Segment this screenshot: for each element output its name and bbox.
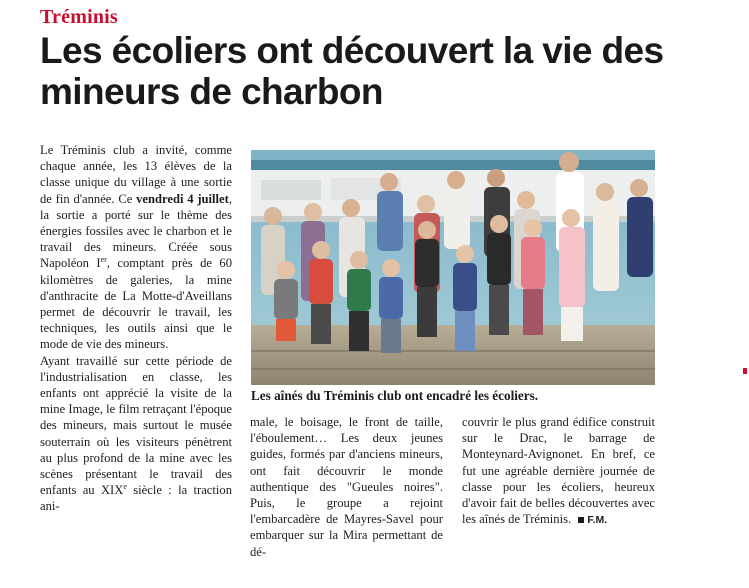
superscript-e: e (123, 482, 127, 492)
paragraph-1-end: , comptant près de 60 kilomètres de galeries, la mine d'anthracite de La Motte-d'Aveillans permet de découvrir le travail, les techniques, les outils ainsi que le mode de vie des mineurs. (40, 256, 232, 352)
article-column-1 (40, 142, 232, 515)
section-kicker: Tréminis (40, 6, 118, 28)
edge-color-mark (743, 368, 747, 374)
photo-caption: Les aînés du Tréminis club ont encadré les écoliers. (251, 388, 539, 403)
article-headline: Les écoliers ont découvert la vie des mineurs de charbon (40, 30, 664, 112)
column-3-text: couvrir le plus grand édifice construit sur le Drac, le barrage de Monteynard-Avignonet. En bref, ce fut une agréable dernière journée de classe pour les écoliers, heureux d'avoir fait de belles découvertes avec les aînés de Tréminis. (462, 415, 655, 527)
paragraph-1-start: Le Tréminis club a invité, comme chaque année, les 13 élèves de la classe unique du village à une sortie de fin d'année. Ce (40, 143, 232, 206)
paragraph-1-mid: , la sortie a porté sur le thème des énergies fossiles avec le charbon et le travail des mineurs. Créée sous Napoléon I (40, 191, 232, 271)
paragraph-1 (40, 142, 232, 353)
superscript-er: er (100, 255, 107, 265)
group-photo (251, 150, 655, 385)
article-column-3 (462, 414, 655, 528)
author-signature: F.M. (587, 514, 608, 527)
paragraph-2-end: siècle : la traction ani- (40, 483, 232, 514)
signature-bullet-icon (578, 517, 584, 523)
event-date: vendredi 4 juillet (136, 191, 229, 206)
article-column-2: male, le boisage, le front de taille, l'éboulement… Les deux jeunes guides, formés par d'anciens mineurs, ont fait découvrir le monde authentique des "Gueules noires". Puis, le groupe a rejoint l'embarcadère de Mayres-Savel pour embarquer sur la Mira permettant de dé- (250, 415, 443, 559)
paragraph-2-text: Ayant travaillé sur cette période de l'industrialisation en classe, les enfants ont apprécié la visite de la mine Image, le film retraçant l'époque des mineurs, mais surtout le musée souterrain où les visiteurs pénètrent au plus profond de la mine avec les scènes présentant le travail des enfants au XIX (40, 353, 232, 498)
group-photo-illustration (251, 150, 655, 385)
paragraph-2 (40, 353, 232, 515)
